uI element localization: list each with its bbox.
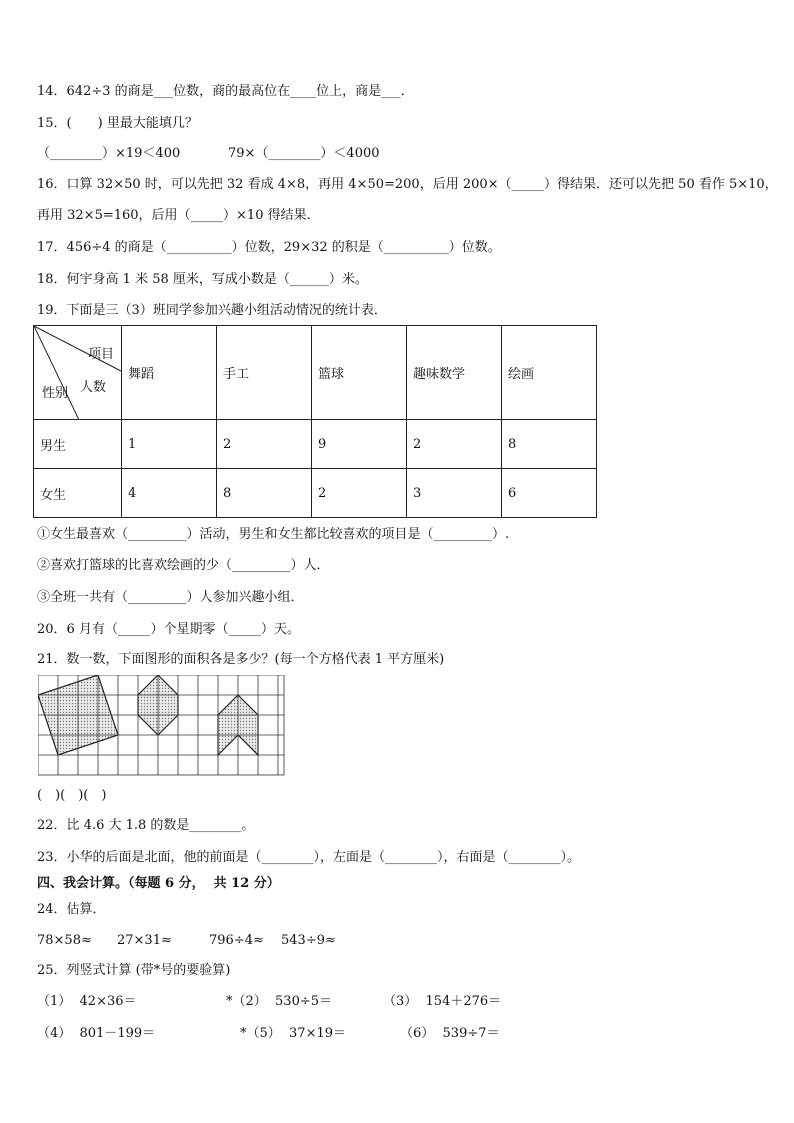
table-cell: 3 <box>407 469 502 518</box>
table-cell: 2 <box>407 420 502 469</box>
corner-gender-label: 性别 <box>42 386 69 401</box>
table-cell: 8 <box>217 469 312 518</box>
table-row <box>34 420 597 469</box>
corner-count-label: 人数 <box>80 380 107 395</box>
row-label: 男生 <box>34 420 122 469</box>
column-header: 手工 <box>217 326 312 420</box>
question-16-line2: 再用 32×5=160，后用（_____）×10 得结果． <box>37 208 320 223</box>
area-grid-figure <box>38 675 286 777</box>
table-cell: 2 <box>217 420 312 469</box>
question-25-title: 25．列竖式计算 (带*号的要验算) <box>37 963 231 978</box>
column-header: 舞蹈 <box>122 326 217 420</box>
table-cell: 4 <box>122 469 217 518</box>
question-18: 18．何宇身高 1 米 58 厘米，写成小数是（______）米。 <box>37 272 368 287</box>
question-14: 14．642÷3 的商是___位数，商的最高位在____位上，商是___． <box>37 84 414 99</box>
question-19-part3: ③全班一共有（_________）人参加兴趣小组． <box>37 590 304 605</box>
table-cell: 8 <box>502 420 597 469</box>
question-16-line1: 16．口算 32×50 时，可以先把 32 看成 4×8，再用 4×50=200，后用 200×（_____）得结果．还可以先把 50 看作 5×10， <box>37 177 778 192</box>
question-17: 17．456÷4 的商是（__________）位数，29×32 的积是（__________）位数。 <box>37 240 501 255</box>
table-cell: 2 <box>312 469 407 518</box>
calc-item: *（2） 530÷5＝ <box>226 994 333 1009</box>
estimate-item: 78×58≈ <box>37 933 92 948</box>
table-cell: 9 <box>312 420 407 469</box>
question-21-answers: ( )( )( ) <box>37 788 107 803</box>
question-20: 20．6 月有（_____）个星期零（_____）天。 <box>37 622 300 637</box>
calc-item: （1） 42×36＝ <box>37 994 137 1009</box>
column-header: 篮球 <box>312 326 407 420</box>
estimate-item: 543÷9≈ <box>281 933 336 948</box>
corner-item-label: 项目 <box>88 347 115 362</box>
calc-item: （6） 539÷7＝ <box>400 1026 500 1041</box>
table-row <box>34 469 597 518</box>
estimate-item: 796÷4≈ <box>209 933 264 948</box>
question-21-title: 21．数一数，下面图形的面积各是多少？(每一个方格代表 1 平方厘米) <box>37 652 445 667</box>
question-23: 23．小华的后面是北面，他的前面是（________），左面是（________），右面是（________）。 <box>37 850 581 865</box>
table-cell: 6 <box>502 469 597 518</box>
question-22: 22．比 4.6 大 1.8 的数是________。 <box>37 818 255 833</box>
table-cell: 1 <box>122 420 217 469</box>
question-19-title: 19．下面是三（3）班同学参加兴趣小组活动情况的统计表． <box>37 303 387 318</box>
question-19-part1: ①女生最喜欢（_________）活动，男生和女生都比较喜欢的项目是（_________）. <box>37 527 510 542</box>
diagonal-lines <box>34 326 121 420</box>
question-15-a: （________）×19＜400 <box>37 146 181 161</box>
estimate-item: 27×31≈ <box>117 933 172 948</box>
column-header: 绘画 <box>502 326 597 420</box>
section-4-heading: 四、我会计算。（每题 6 分， 共 12 分） <box>37 876 280 891</box>
row-label: 女生 <box>34 469 122 518</box>
question-15-b: 79×（________）＜4000 <box>228 146 380 161</box>
question-19-part2: ②喜欢打篮球的比喜欢绘画的少（_________）人． <box>37 558 330 573</box>
column-header: 趣味数学 <box>407 326 502 420</box>
question-24-title: 24．估算． <box>37 902 106 917</box>
calc-item: *（5） 37×19＝ <box>240 1026 347 1041</box>
calc-item: （4） 801－199＝ <box>37 1026 156 1041</box>
stat-table <box>33 325 597 518</box>
calc-item: （3） 154＋276＝ <box>383 994 502 1009</box>
table-corner-cell <box>34 326 122 420</box>
question-15-title: 15．( ) 里最大能填几？ <box>37 116 198 131</box>
